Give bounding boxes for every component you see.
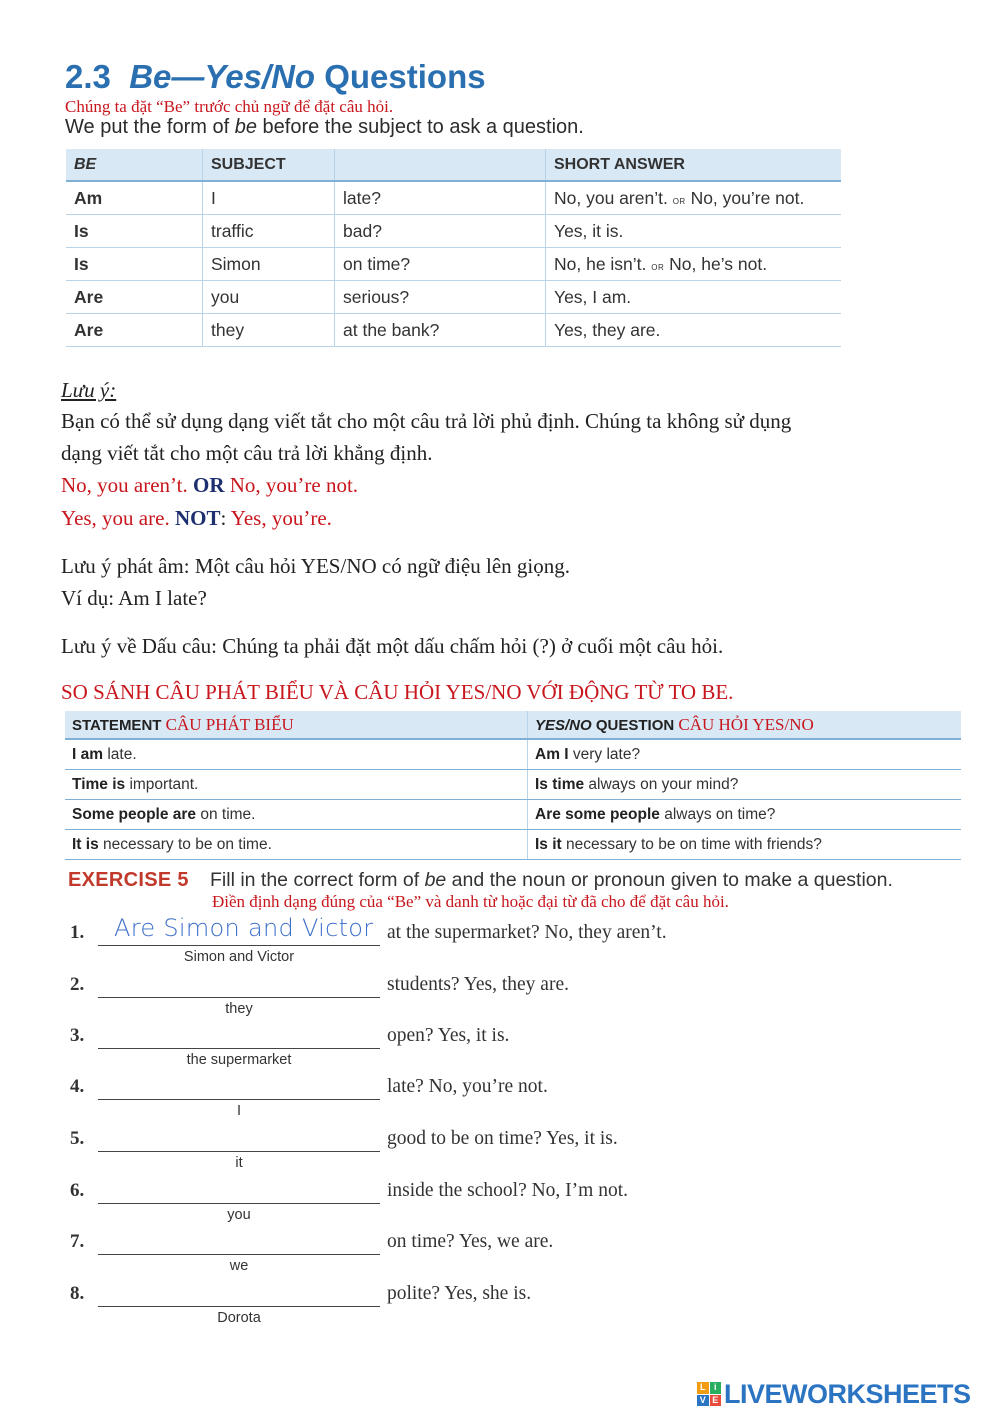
item-number: 4. [70, 1076, 85, 1097]
table-row [66, 181, 841, 215]
cell-subject: traffic [203, 215, 335, 248]
table-row [66, 248, 841, 281]
item-hint: they [225, 1001, 253, 1017]
item-hint: you [227, 1207, 251, 1223]
exercise-item [70, 1283, 970, 1333]
cell-subject: I [203, 181, 335, 215]
cell-answer: Yes, it is. [546, 215, 842, 248]
item-number: 5. [70, 1128, 85, 1149]
item-number: 8. [70, 1283, 85, 1304]
table-row [66, 215, 841, 248]
answer-field[interactable] [98, 997, 380, 998]
header-question: YES/NO QUESTION CÂU HỎI YES/NO [528, 711, 962, 739]
item-text: at the supermarket? No, they aren’t. [387, 922, 667, 943]
cell-answer: No, you aren’t. or No, you’re not. [546, 181, 842, 215]
cell-answer: Yes, I am. [546, 281, 842, 314]
note-line-2: dạng viết tắt cho một câu trả lời khẳng định. [61, 441, 433, 465]
item-text: polite? Yes, she is. [387, 1283, 532, 1304]
header-be: BE [66, 149, 203, 181]
note-example-2: Yes, you are. NOT: Yes, you’re. [61, 506, 332, 530]
liveworksheets-logo[interactable] [697, 1379, 971, 1409]
cell-rest: at the bank? [335, 314, 546, 347]
title-italic: Be—Yes/No [129, 58, 316, 95]
cell-subject: you [203, 281, 335, 314]
cell-be: Is [66, 215, 203, 248]
subtitle-vi: Chúng ta đặt “Be” trước chủ ngữ để đặt câu hỏi. [65, 97, 394, 116]
table-row [66, 281, 841, 314]
table-row [65, 770, 961, 800]
item-number: 7. [70, 1231, 85, 1252]
statement-cell: Time is important. [65, 770, 528, 800]
item-text: late? No, you’re not. [387, 1076, 548, 1097]
question-cell: Is time always on your mind? [528, 770, 962, 800]
cell-rest: late? [335, 181, 546, 215]
exercise-item [70, 1025, 970, 1075]
exercise-item [70, 974, 970, 1024]
pronunciation-note: Lưu ý phát âm: Một câu hỏi YES/NO có ngữ điệu lên giọng. [61, 554, 570, 578]
item-number: 2. [70, 974, 85, 995]
table-header-row [65, 711, 961, 739]
item-hint: Dorota [217, 1310, 261, 1326]
logo-text: LIVEWORKSHEETS [724, 1378, 971, 1409]
section-number: 2.3 [65, 58, 111, 95]
answer-field[interactable] [98, 1306, 380, 1307]
title-rest: Questions [324, 58, 486, 95]
answer-text[interactable]: Are Simon and Victor [114, 914, 374, 942]
table-row [65, 800, 961, 830]
item-text: inside the school? No, I’m not. [387, 1180, 628, 1201]
statement-cell: Some people are on time. [65, 800, 528, 830]
note-example-1: No, you aren’t. OR No, you’re not. [61, 473, 359, 497]
exercise-item [70, 914, 970, 972]
header-statement: STATEMENT CÂU PHÁT BIỂU [65, 711, 528, 739]
table-row [65, 739, 961, 770]
note-line-1: Bạn có thể sử dụng dạng viết tắt cho một câu trả lời phủ định. Chúng ta không sử dụng [61, 409, 792, 433]
item-hint: Simon and Victor [183, 949, 295, 965]
table-row [66, 314, 841, 347]
cell-rest: serious? [335, 281, 546, 314]
statement-cell: I am late. [65, 739, 528, 770]
table-row [65, 830, 961, 860]
cell-subject: they [203, 314, 335, 347]
statement-cell: It is necessary to be on time. [65, 830, 528, 860]
exercise-item [70, 1180, 970, 1230]
answer-field[interactable] [98, 1151, 380, 1152]
be-questions-table [66, 149, 841, 347]
item-number: 3. [70, 1025, 85, 1046]
exercise-item [70, 1231, 970, 1281]
item-text: on time? Yes, we are. [387, 1231, 554, 1252]
item-number: 6. [70, 1180, 85, 1201]
exercise-item [70, 1076, 970, 1126]
answer-field[interactable] [98, 1048, 380, 1049]
cell-rest: on time? [335, 248, 546, 281]
exercise-instructions: Fill in the correct form of be and the noun or pronoun given to make a question. [210, 869, 893, 891]
punctuation-note: Lưu ý về Dấu câu: Chúng ta phải đặt một dấu chấm hỏi (?) ở cuối một câu hỏi. [61, 634, 724, 658]
statement-question-table [65, 711, 961, 860]
question-cell: Am I very late? [528, 739, 962, 770]
question-cell: Are some people always on time? [528, 800, 962, 830]
answer-field[interactable] [98, 1203, 380, 1204]
table-header-row [66, 149, 841, 181]
item-text: open? Yes, it is. [387, 1025, 510, 1046]
exercise-item [70, 1128, 970, 1178]
item-number: 1. [70, 922, 85, 943]
answer-field[interactable] [98, 945, 380, 946]
note-heading: Lưu ý: [61, 378, 117, 402]
compare-heading: SO SÁNH CÂU PHÁT BIỂU VÀ CÂU HỎI YES/NO VỚI ĐỘNG TỪ TO BE. [61, 680, 734, 704]
cell-be: Are [66, 281, 203, 314]
header-subject: SUBJECT [203, 149, 335, 181]
cell-answer: Yes, they are. [546, 314, 842, 347]
question-cell: Is it necessary to be on time with friends? [528, 830, 962, 860]
cell-be: Are [66, 314, 203, 347]
item-hint: it [235, 1155, 243, 1171]
exercise-instructions-vi: Điền định dạng đúng của “Be” và danh từ hoặc đại từ đã cho để đặt câu hỏi. [212, 892, 729, 911]
header-empty [335, 149, 546, 181]
cell-rest: bad? [335, 215, 546, 248]
answer-field[interactable] [98, 1254, 380, 1255]
item-hint: the supermarket [186, 1052, 292, 1068]
cell-answer: No, he isn’t. or No, he’s not. [546, 248, 842, 281]
logo-mark-icon: L i V E [697, 1382, 721, 1406]
answer-field[interactable] [98, 1099, 380, 1100]
exercise-label: EXERCISE 5 [68, 869, 189, 891]
item-text: students? Yes, they are. [387, 974, 569, 995]
cell-be: Is [66, 248, 203, 281]
item-hint: we [229, 1258, 249, 1274]
item-hint: I [236, 1103, 242, 1119]
subtitle-en: We put the form of be before the subject to ask a question. [65, 116, 584, 138]
header-short-answer: SHORT ANSWER [546, 149, 842, 181]
cell-subject: Simon [203, 248, 335, 281]
pronunciation-example: Ví dụ: Am I late? [61, 586, 207, 610]
item-text: good to be on time? Yes, it is. [387, 1128, 618, 1149]
page-title [65, 58, 486, 96]
cell-be: Am [66, 181, 203, 215]
